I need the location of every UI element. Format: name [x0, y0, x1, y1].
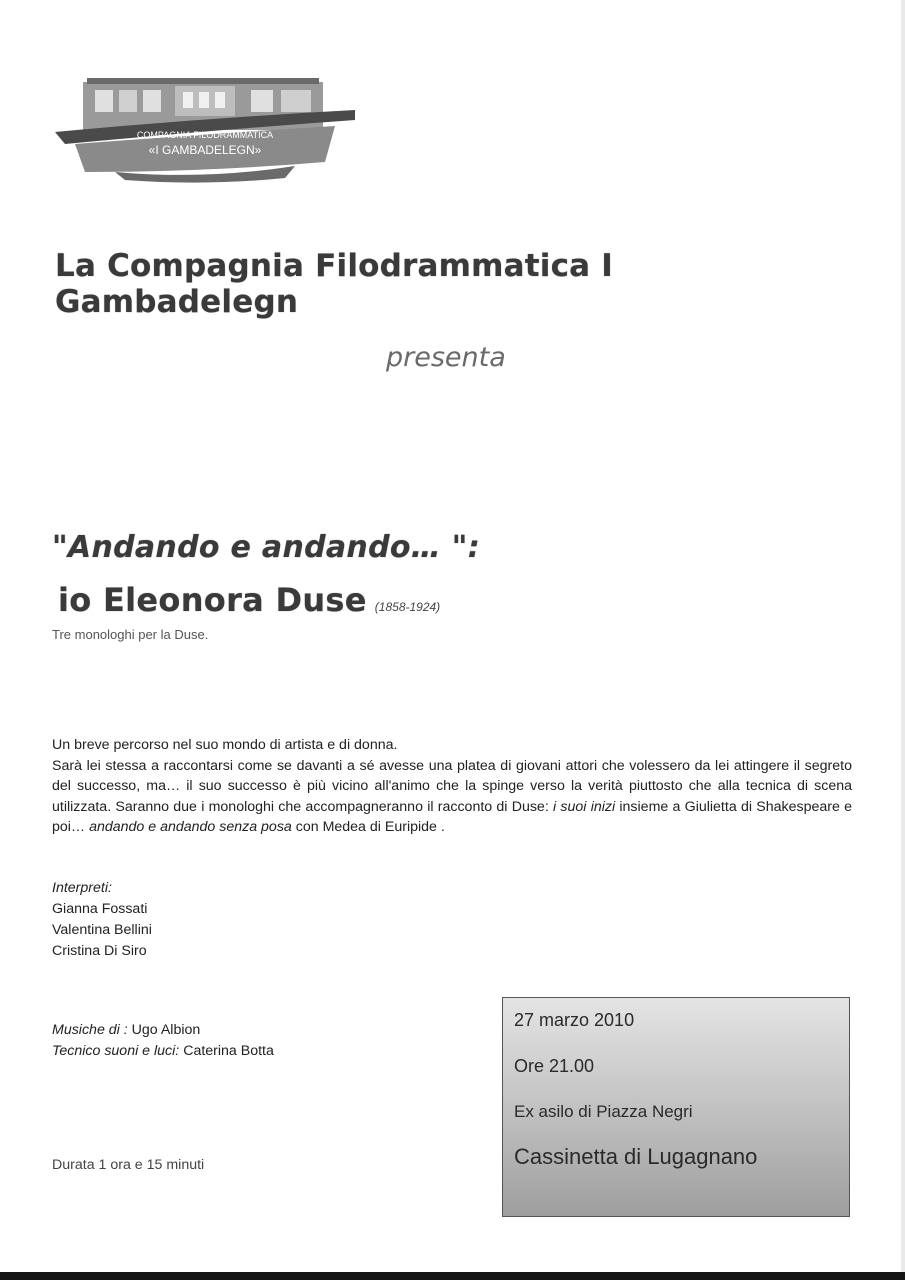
description-part3: con Medea di Euripide .: [291, 819, 445, 835]
technician-value: Caterina Botta: [179, 1043, 274, 1059]
scan-edge-bottom: [0, 1272, 905, 1280]
cast-member: Valentina Bellini: [52, 922, 152, 938]
technician-label: Tecnico suoni e luci:: [52, 1043, 180, 1059]
event-date: 27 marzo 2010: [514, 1010, 635, 1030]
show-subtitle-line: [58, 581, 440, 619]
credits: [52, 1020, 274, 1062]
show-years: (1858-1924): [374, 600, 441, 614]
event-place: Ex asilo di Piazza Negri: [514, 1102, 693, 1121]
company-logo-graphic: [55, 60, 355, 190]
show-title: "Andando e andando… ":: [52, 530, 481, 565]
cast-list: [52, 878, 152, 962]
description-intro: Un breve percorso nel suo mondo di artista e di donna.: [52, 737, 398, 753]
technician-credit: [52, 1041, 274, 1062]
music-credit: [52, 1020, 274, 1041]
show-tagline: Tre monologhi per la Duse.: [52, 627, 209, 642]
description-part2: insieme a Giulietta di Shakespeare e poi…: [52, 798, 852, 835]
event-town: Cassinetta di Lugagnano: [514, 1144, 758, 1169]
cast-member: Cristina Di Siro: [52, 943, 147, 959]
description-italic1: i suoi inizi: [553, 798, 616, 815]
description: [52, 735, 852, 838]
logo-text-line1: COMPAGNIA FILODRAMMATICA: [136, 130, 274, 140]
description-part1: Sarà lei stessa a raccontarsi come se davanti a sé avesse una platea di giovani attori che volessero da lei attingere il segreto del successo, ma… il suo successo è più vicino all'animo che la spinge verso la verità piuttosto che alla tecnica di scena utilizzata. Saranno due i monologhi che accompagneranno il racconto di Duse:: [52, 757, 852, 815]
cast-member: Gianna Fossati: [52, 901, 148, 917]
duration: Durata 1 ora e 15 minuti: [52, 1157, 205, 1173]
show-subtitle: io Eleonora Duse: [58, 581, 367, 619]
description-italic2: andando e andando senza posa: [89, 819, 292, 835]
event-info-box: [502, 997, 850, 1217]
cast-label: Interpreti:: [52, 880, 112, 896]
presenta-label: presenta: [386, 342, 506, 373]
music-label: Musiche di :: [52, 1022, 128, 1038]
logo-text-line2: «I GAMBADELEGN»: [148, 143, 262, 157]
music-value: Ugo Albion: [127, 1022, 201, 1038]
company-title: La Compagnia Filodrammatica I Gambadelegn: [55, 248, 614, 320]
scan-edge-right: [901, 0, 905, 1280]
event-time: Ore 21.00: [514, 1056, 595, 1076]
description-paragraph: [52, 756, 852, 838]
company-logo: [55, 60, 355, 190]
